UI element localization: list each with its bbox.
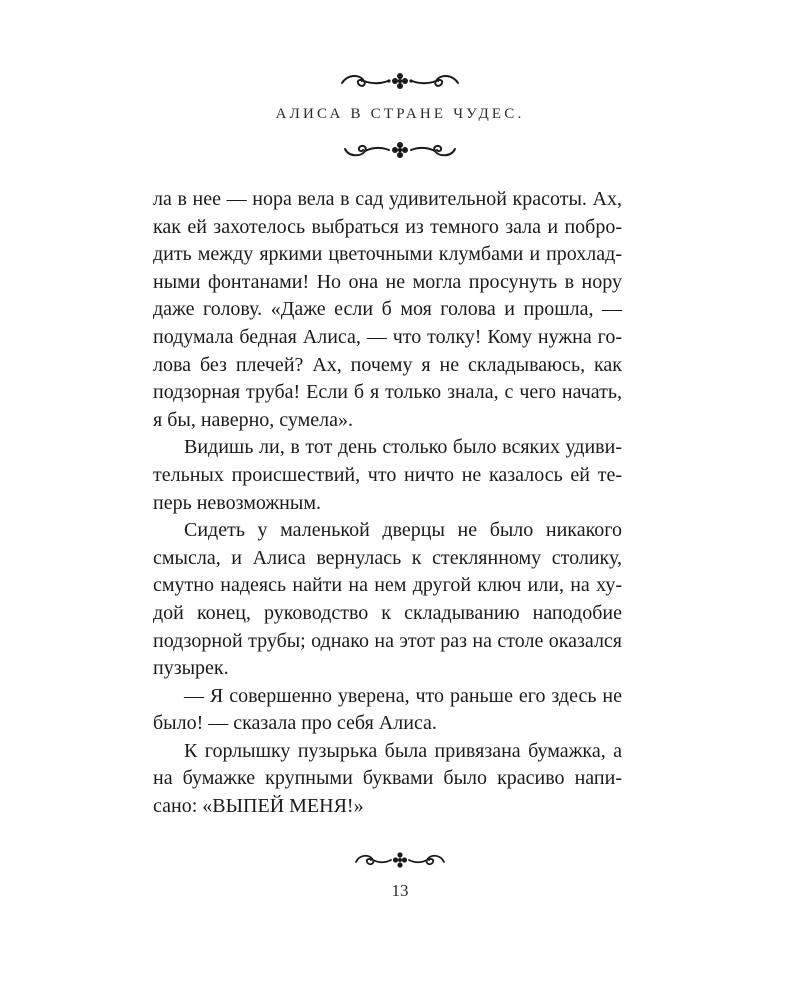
middle-flourish-ornament bbox=[341, 139, 459, 161]
paragraph-4: — Я совершенно уверена, что раньше его здесь не было! — сказала про себя Алиса. bbox=[153, 684, 622, 735]
paragraph-1: ла в нее — нора вела в сад удивительной красоты. Ах, как ей захотелось выбраться из темного зала и побродить между яркими цветочными клумбами и прохладными фонтанами! Но она не могла просунуть в нору даже голову. «Даже если б моя голова и прошла, — подумала бедная Алиса, — что толку! Кому нужна голова без плечей? Ах, почему я не складываюсь, как подзорная труба! Если б я только знала, с чего начать, я бы, наверно, сумела». bbox=[153, 188, 622, 431]
top-flourish-ornament bbox=[338, 70, 462, 92]
page-number: 13 bbox=[391, 881, 409, 900]
running-header-title: АЛИСА В СТРАНЕ ЧУДЕС. bbox=[275, 106, 525, 122]
bottom-flourish-ornament bbox=[352, 850, 448, 870]
flourish-icon bbox=[352, 850, 448, 870]
paragraph-5: К горлышку пузырька была привязана бумажка, а на бумажке крупными буквами было красиво написано: «ВЫПЕЙ МЕНЯ!» bbox=[153, 739, 622, 818]
paragraph-3: Сидеть у маленькой дверцы не было никакого смысла, и Алиса вернулась к стеклянному столику, смутно надеясь найти на нем другой ключ или, на худой конец, руководство к складыванию наподобие подзорной трубы; однако на этот раз на столе оказался пузырек. bbox=[153, 519, 622, 680]
paragraph-2: Видишь ли, в тот день столько было всяких удивительных происшествий, что ничто не казалось ей теперь невозможным. bbox=[153, 436, 622, 514]
main-text-block bbox=[153, 186, 622, 821]
flourish-icon bbox=[341, 139, 459, 161]
flourish-icon bbox=[338, 70, 462, 92]
